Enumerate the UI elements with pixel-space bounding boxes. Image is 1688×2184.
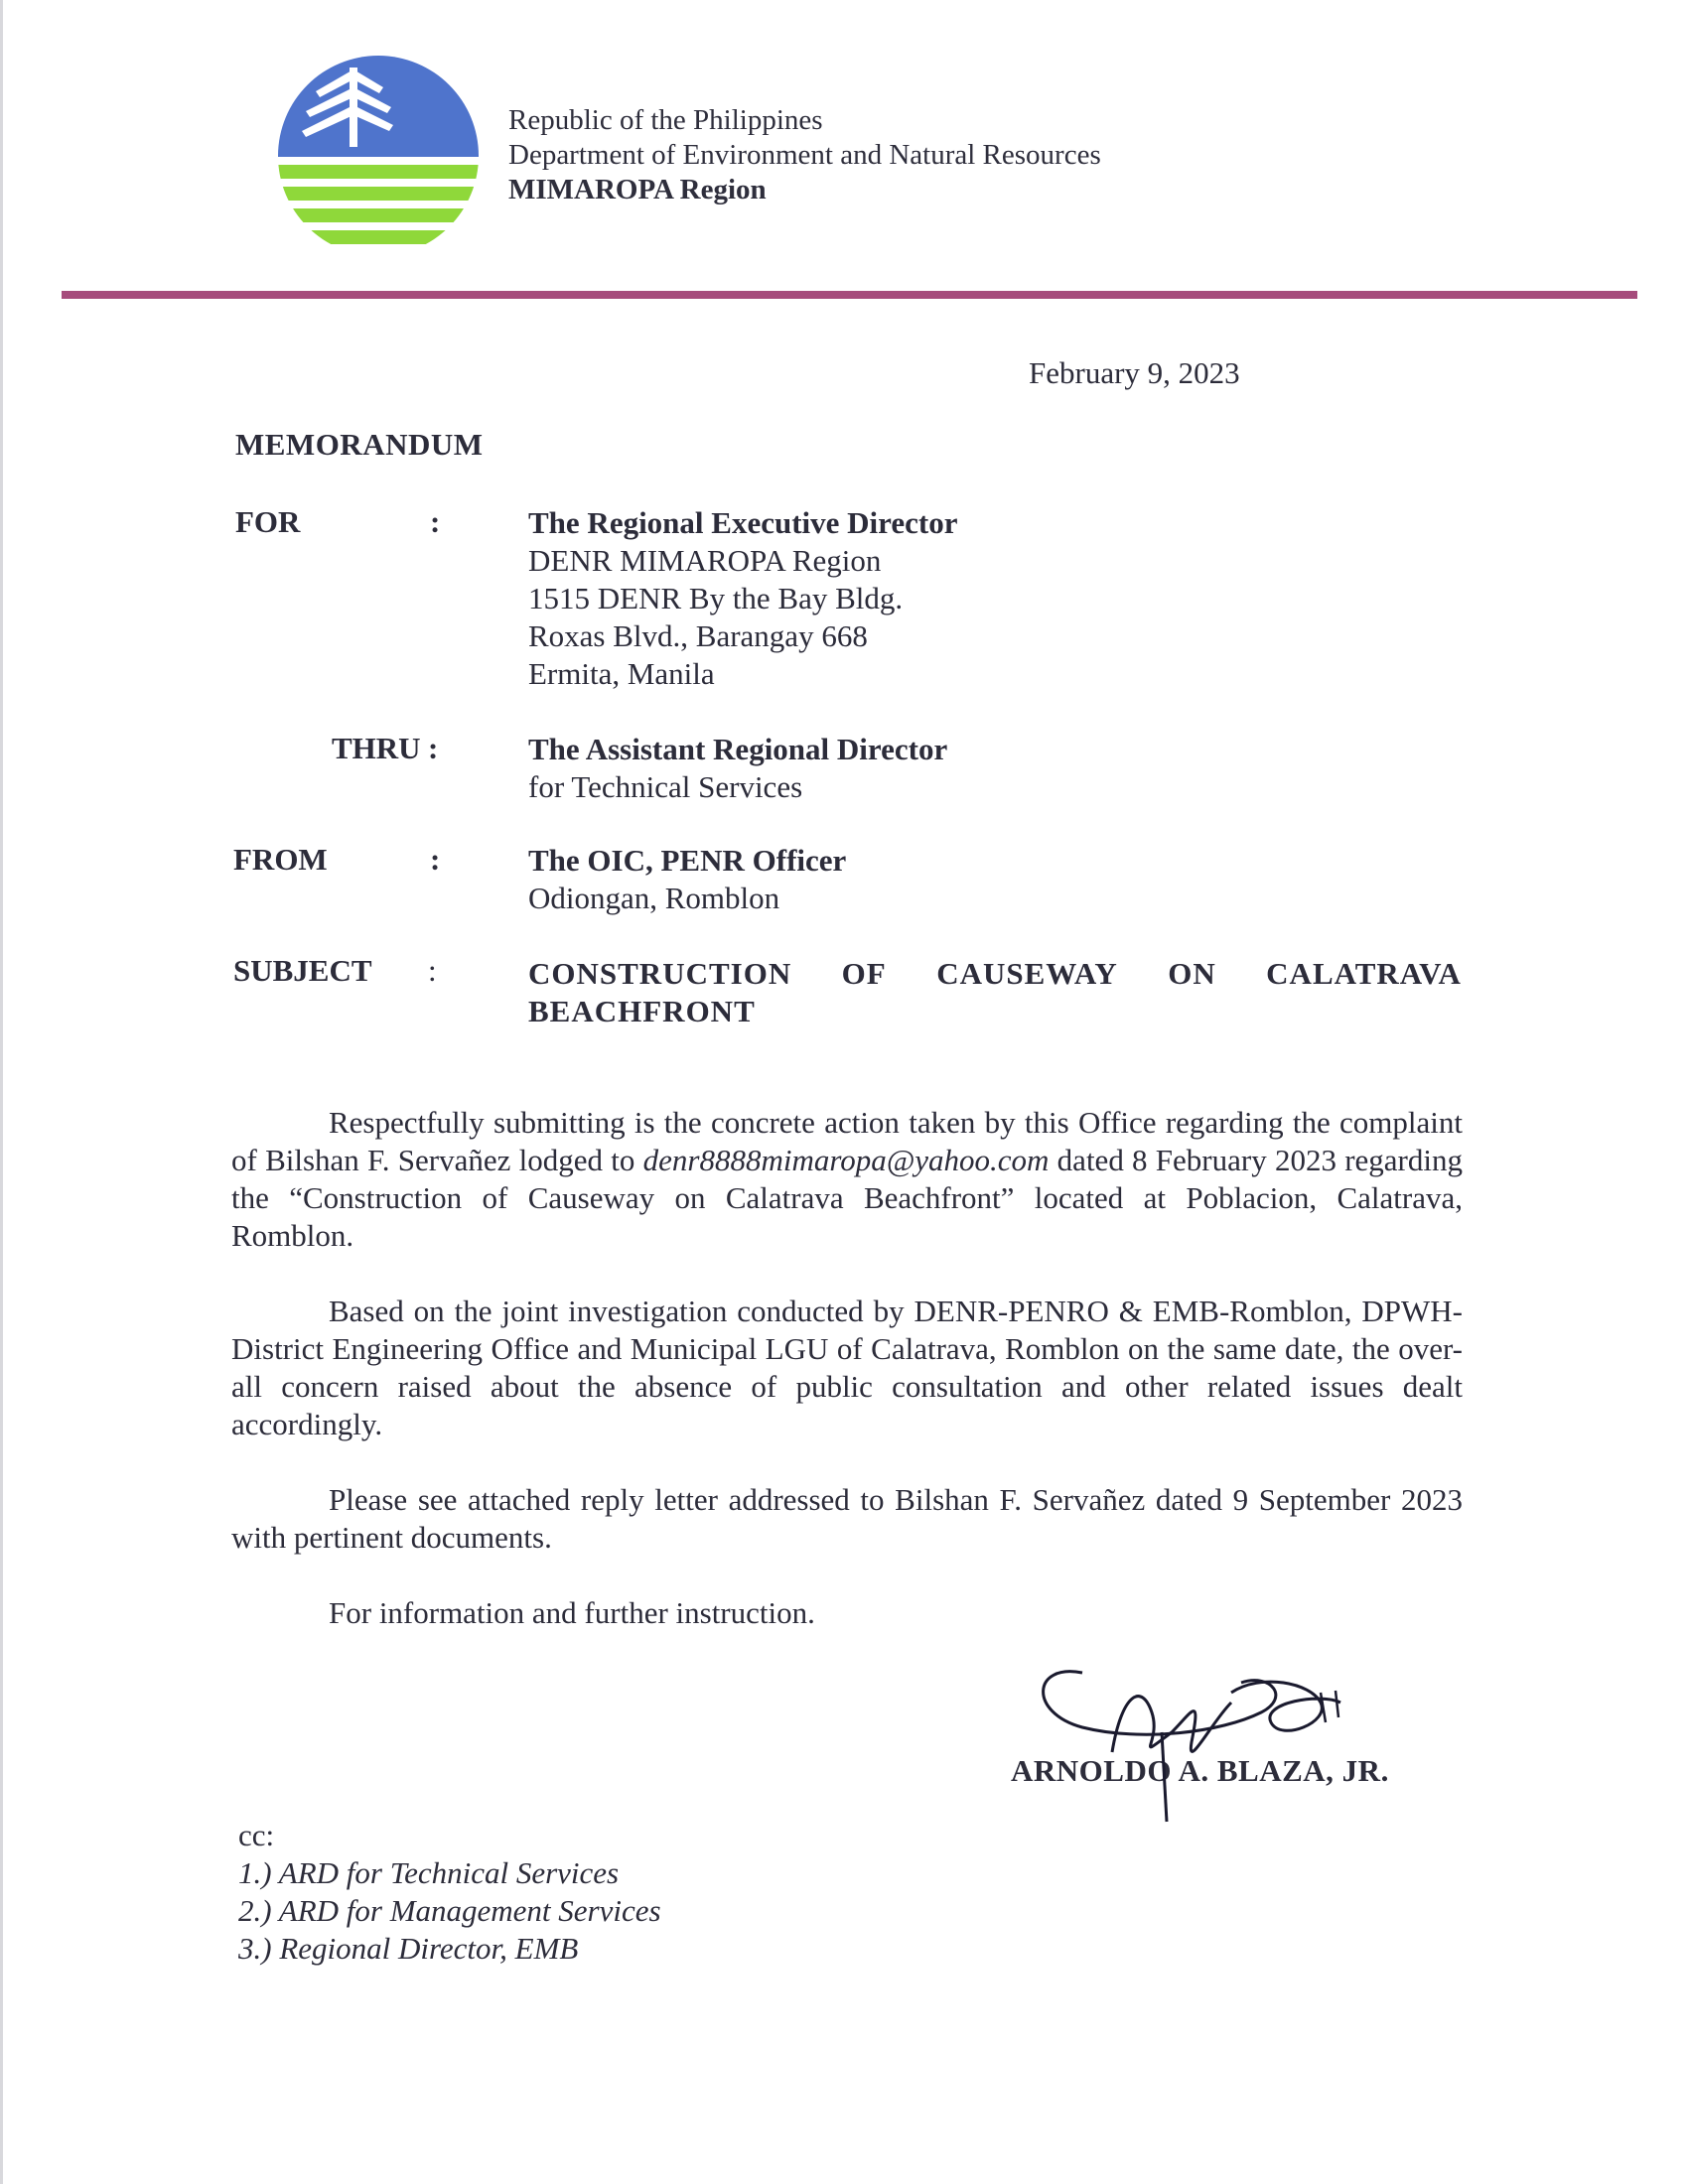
p1-text-after: dated 8 February 2023 regarding the “Construction of Causeway on Calatrava Beachfront” located at Poblacion, Calatrava, Romblon. [231, 1143, 1463, 1253]
subject-label: SUBJECT [233, 953, 372, 988]
for-block [528, 504, 957, 693]
thru-line-1: for Technical Services [528, 769, 803, 804]
memo-title: MEMORANDUM [235, 427, 484, 462]
subject-line-2: BEACHFRONT [528, 994, 756, 1028]
subject-word-3: CAUSEWAY [936, 956, 1118, 991]
thru-colon: : [428, 731, 439, 765]
for-line-1: DENR MIMAROPA Region [528, 543, 882, 578]
cc-label: cc: [238, 1818, 275, 1852]
cc-item-3: 3.) Regional Director, EMB [238, 1931, 579, 1966]
body-paragraph-3 [231, 1481, 1463, 1557]
memo-date: February 9, 2023 [1029, 355, 1240, 390]
signatory-name: ARNOLDO A. BLAZA, JR. [1011, 1753, 1389, 1788]
letterhead [508, 103, 1101, 207]
p2-text: Based on the joint investigation conducted by DENR-PENRO & EMB-Romblon, DPWH-District Engineering Office and Municipal LGU of Calatrava, Romblon on the same date, the over-all concern raised about the absence of public consultation and other related issues dealt accordingly. [231, 1294, 1463, 1441]
letterhead-line2: Department of Environment and Natural Resources [508, 139, 1101, 171]
p3-text: Please see attached reply letter addressed to Bilshan F. Servañez dated 9 September 2023 with pertinent documents. [231, 1482, 1463, 1555]
subject-value [528, 955, 1462, 1030]
cc-item-1: 1.) ARD for Technical Services [238, 1855, 620, 1890]
thru-name: The Assistant Regional Director [528, 732, 948, 766]
for-name: The Regional Executive Director [528, 505, 958, 540]
p4-text: For information and further instruction. [329, 1595, 815, 1630]
subject-colon: : [428, 953, 437, 988]
thru-label: THRU [332, 731, 421, 765]
cc-block [238, 1817, 661, 1968]
subject-word-1: CONSTRUCTION [528, 956, 792, 991]
letterhead-line3: MIMAROPA Region [508, 174, 767, 205]
page-edge [0, 0, 3, 2184]
cc-item-2: 2.) ARD for Management Services [238, 1893, 661, 1928]
body-paragraph-4 [231, 1594, 1463, 1632]
for-colon: : [430, 504, 441, 539]
from-block [528, 842, 846, 917]
letterhead-line1: Republic of the Philippines [508, 104, 823, 136]
for-line-4: Ermita, Manila [528, 656, 715, 691]
handwritten-signature [1023, 1633, 1360, 1832]
complaint-email: denr8888mimaropa@yahoo.com [642, 1143, 1050, 1177]
for-label: FOR [235, 504, 301, 539]
from-label: FROM [233, 842, 328, 877]
for-line-2: 1515 DENR By the Bay Bldg. [528, 581, 904, 615]
body-paragraph-1 [231, 1104, 1463, 1255]
from-name: The OIC, PENR Officer [528, 843, 847, 878]
thru-block [528, 731, 947, 806]
header-rule [62, 291, 1637, 299]
subject-word-4: ON [1168, 956, 1216, 991]
subject-word-2: OF [841, 956, 887, 991]
subject-word-5: CALATRAVA [1266, 956, 1462, 991]
body-paragraph-2 [231, 1293, 1463, 1443]
p1-text-before: Respectfully submitting is the concrete action taken by this Office regarding the complaint of Bilshan F. Servañez lodged to [231, 1105, 1463, 1177]
for-line-3: Roxas Blvd., Barangay 668 [528, 618, 868, 653]
from-line-1: Odiongan, Romblon [528, 881, 780, 915]
from-colon: : [430, 842, 441, 877]
denr-logo [276, 54, 481, 258]
